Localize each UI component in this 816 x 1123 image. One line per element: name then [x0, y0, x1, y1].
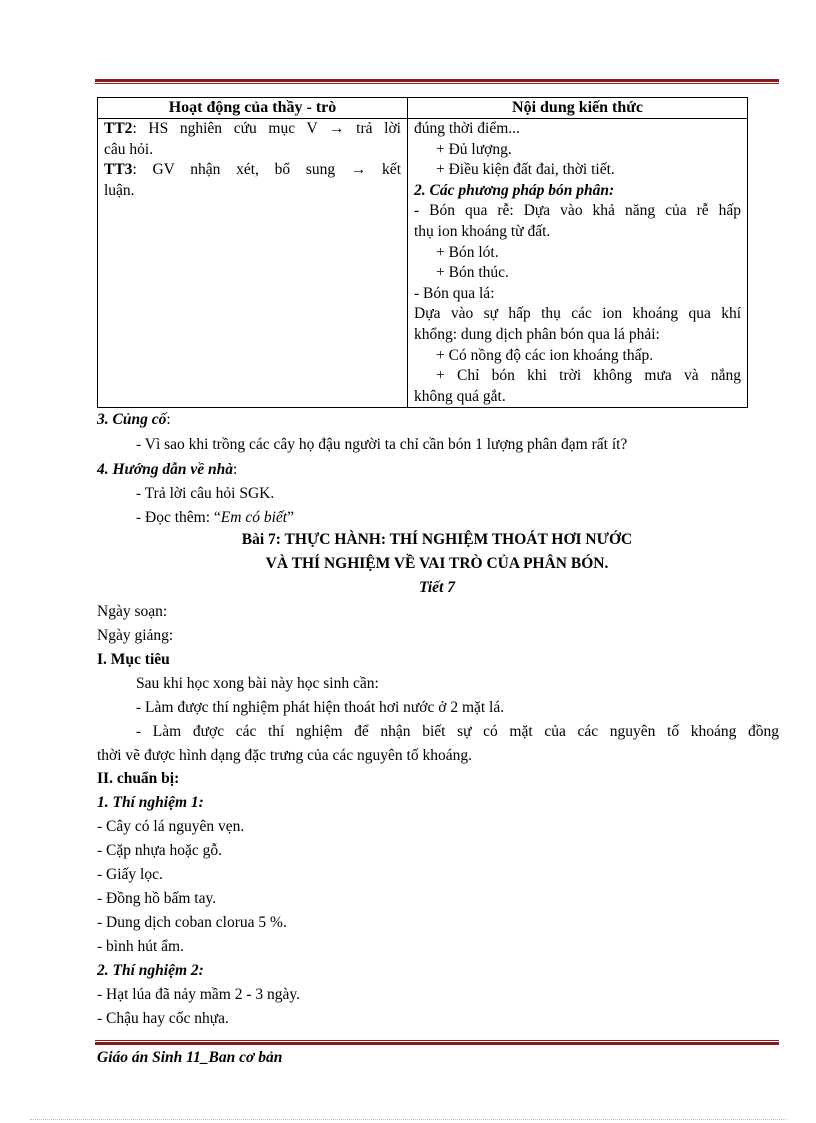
footer-text: Giáo án Sinh 11_Ban cơ bản [97, 1049, 283, 1066]
lesson-title: VÀ THÍ NGHIỆM VỀ VAI TRÒ CỦA PHÂN BÓN. [265, 555, 609, 572]
muc-tieu-heading: I. Mục tiêu [97, 651, 170, 668]
page-edge [30, 1119, 786, 1120]
ngay-soan: Ngày soạn: [97, 603, 168, 620]
table-header-left: Hoạt động của thầy - trò [98, 98, 408, 119]
list-item: - bình hút ẩm. [97, 938, 184, 955]
ngay-giang: Ngày giảng: [97, 627, 174, 644]
list-item: - Dung dịch coban clorua 5 %. [97, 914, 287, 931]
list-item: - Đọc thêm: “Em có biết” [136, 509, 294, 526]
header-rule [95, 79, 779, 84]
paragraph: - Làm được các thí nghiệm để nhận biết sự có mặt của các nguyên tố khoáng đồng [136, 723, 779, 740]
activity-table [97, 97, 748, 408]
paragraph: - Làm được thí nghiệm phát hiện thoát hơi nước ở 2 mặt lá. [136, 699, 505, 716]
footer-rule [95, 1040, 779, 1045]
table-cell-right: đúng thời điểm... + Đủ lượng. + Điều kiện đất đai, thời tiết. 2. Các phương pháp bón phân: - Bón qua rễ: Dựa vào khả năng của rễ hấp thụ ion khoáng từ đất. + Bón lót. + Bón thúc. - Bón qua lá: Dựa vào sự hấp thụ các ion khoáng qua khí khổng: dung dịch phân bón qua lá phải: + Có nồng độ các ion khoáng thấp. + Chỉ bón khi trời không mưa và nắng không quá gắt. [408, 119, 748, 408]
paragraph: thời vẽ được hình dạng đặc trưng của các nguyên tố khoáng. [97, 747, 472, 764]
list-item: - Hạt lúa đã nảy mầm 2 - 3 ngày. [97, 986, 301, 1003]
list-item: - Cây có lá nguyên vẹn. [97, 818, 245, 835]
tn1-heading: 1. Thí nghiệm 1: [97, 794, 204, 811]
huong-dan-heading: 4. Hướng dẫn về nhà: [97, 461, 238, 478]
tn2-heading: 2. Thí nghiệm 2: [97, 962, 204, 979]
list-item: - Trả lời câu hỏi SGK. [136, 485, 275, 502]
table-header-right: Nội dung kiến thức [408, 98, 748, 119]
chuan-bi-heading: II. chuẩn bị: [97, 770, 180, 787]
cung-co-question: - Vì sao khi trồng các cây họ đậu người ta chỉ cần bón 1 lượng phân đạm rất ít? [136, 436, 628, 453]
lesson-title: Bài 7: THỰC HÀNH: THÍ NGHIỆM THOÁT HƠI NƯỚC [241, 531, 633, 548]
paragraph: Sau khi học xong bài này học sinh cần: [136, 675, 379, 692]
list-item: - Giấy lọc. [97, 866, 163, 883]
lesson-period: Tiết 7 [418, 579, 455, 596]
list-item: - Chậu hay cốc nhựa. [97, 1010, 229, 1027]
section-heading: 2. Các phương pháp bón phân: [414, 181, 615, 199]
list-item: - Đồng hồ bấm tay. [97, 890, 217, 907]
table-cell-left: TT2: HS nghiên cứu mục V → trả lời câu hỏi. TT3: GV nhận xét, bổ sung → kết luận. [98, 119, 408, 408]
cung-co-heading: 3. Củng cố: [97, 411, 171, 428]
list-item: - Cặp nhựa hoặc gỗ. [97, 842, 223, 859]
